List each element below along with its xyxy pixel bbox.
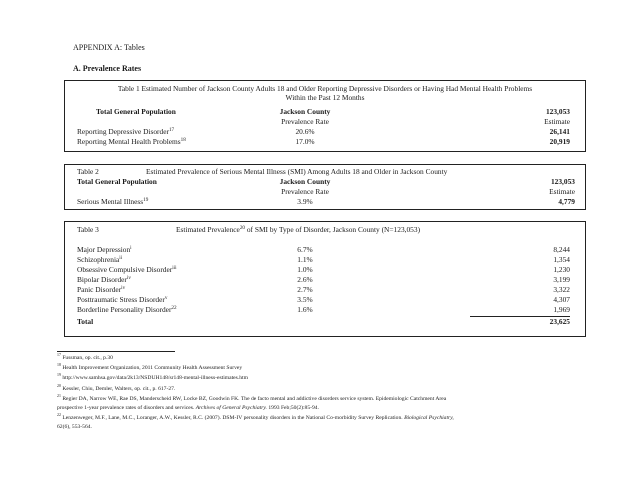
table3-row-estimate: 3,322 <box>553 285 570 294</box>
table1-row-rate: 17.0% <box>295 137 315 146</box>
footnote: $^{20}$ Kessler, Chiu, Demler, Walters, op. cit., p. 617-27. <box>57 384 176 392</box>
table3-caption: Estimated Prevalence$^{20}$ of SMI by Type of Disorder, Jackson County (N=123,053) <box>176 225 421 234</box>
table3-row-estimate: 1,230 <box>553 265 570 274</box>
table1-col1-header: Total General Population <box>96 107 176 116</box>
table3-row-label: Major Depression$^i$ <box>77 245 132 254</box>
table3-row-label: Bipolar Disorder$^{iv}$ <box>77 275 131 284</box>
table3-row-estimate: 1,354 <box>553 255 570 264</box>
table2-row-rate: 3.9% <box>297 197 313 206</box>
table1-col2-sub: Prevalence Rate <box>281 117 329 126</box>
table1-row-rate: 20.6% <box>295 127 315 136</box>
table3-total-value: 23,625 <box>549 317 570 326</box>
table3-row-rate: 1.6% <box>297 305 313 314</box>
table3-row-rate: 2.7% <box>297 285 313 294</box>
table1-row-estimate: 26,141 <box>549 127 570 136</box>
footnote: $^{19}$ http://www.samhsa.gov/data/2k13/NSDUH148/sr148-mental-illness-estimates.htm <box>57 373 248 381</box>
table3-row-estimate: 4,307 <box>553 295 570 304</box>
table3-row-rate: 2.6% <box>297 275 313 284</box>
footnote: $^{18}$ Health Improvement Organization, 2011 Community Health Assessment Survey <box>57 363 243 371</box>
table3-row-estimate: 8,244 <box>553 245 570 254</box>
table1-row-label: Reporting Mental Health Problems$^{18}$ <box>77 137 186 146</box>
table3-label: Table 3 <box>77 225 99 234</box>
table1-col2-header: Jackson County <box>279 107 331 116</box>
table2-col3-sub: Estimate <box>549 187 575 196</box>
table1-row-label: Reporting Depressive Disorder$^{17}$ <box>77 127 175 136</box>
table2-row-label: Serious Mental Illness$^{19}$ <box>77 197 149 206</box>
footnote-separator <box>57 351 175 352</box>
table1-col3-header: 123,053 <box>545 107 570 116</box>
section-title: A. Prevalence Rates <box>73 64 142 73</box>
table2-col3-header: 123,053 <box>550 177 575 186</box>
table1-caption-line2: Within the Past 12 Months <box>285 93 365 102</box>
table3-row-label: Schizophrenia$^{ii}$ <box>77 255 123 264</box>
footnote: prospective 1-year prevalence rates of disorders and services. Archives of General Psychiatry. 1993 Feb;50(2):85-94. <box>57 405 320 411</box>
footnote: 62(6), 553-564. <box>57 424 92 430</box>
table2-col1-header: Total General Population <box>77 177 157 186</box>
table1-col3-sub: Estimate <box>544 117 570 126</box>
table3-row-label: Panic Disorder$^{iv}$ <box>77 285 126 294</box>
table3-row-rate: 1.0% <box>297 265 313 274</box>
table3-row-label: Posttraumatic Stress Disorder$^v$ <box>77 295 168 304</box>
footnote: $^{17}$ Fussman, op. cit., p.30 <box>57 353 113 361</box>
table2-col2-sub: Prevalence Rate <box>281 187 329 196</box>
table1-caption: Table 1 Estimated Number of Jackson County Adults 18 and Older Reporting Depressive Disorders or Having Had Mental Health Problems <box>117 84 533 93</box>
table3-row-rate: 1.1% <box>297 255 313 264</box>
table1-row-estimate: 20,919 <box>549 137 570 146</box>
table3-row-estimate: 1,969 <box>553 305 570 314</box>
footnote: $^{21}$ Regier DA, Narrow WE, Rae DS, Manderscheid RW, Locke BZ, Goodwin FK. The de facto mental and addictive disorders service system. Epidemiologic Catchment Area <box>57 394 447 402</box>
appendix-title: APPENDIX A: Tables <box>73 43 145 52</box>
table3-row-label: Borderline Personality Disorder$^{22}$ <box>77 305 177 314</box>
footnote: $^{22}$ Lenzenweger, M.F., Lane, M.C., Loranger, A.W., Kessler, R.C. (2007). DSM-IV personality disorders in the National Co-morbidity Survey Replication. Biological Psychiatry, <box>57 413 454 421</box>
table2-label: Table 2 <box>77 167 99 176</box>
table3-row-rate: 3.5% <box>297 295 313 304</box>
table2-col2-header: Jackson County <box>279 177 331 186</box>
table2-caption: Estimated Prevalence of Serious Mental Illness (SMI) Among Adults 18 and Older in Jackson County <box>146 167 448 176</box>
table3-row-label: Obsessive Compulsive Disorder$^{iii}$ <box>77 265 177 274</box>
table2-row-estimate: 4,779 <box>558 197 575 206</box>
table3-total-label: Total <box>77 317 94 326</box>
table3-row-estimate: 3,199 <box>553 275 570 284</box>
table3-row-rate: 6.7% <box>297 245 313 254</box>
